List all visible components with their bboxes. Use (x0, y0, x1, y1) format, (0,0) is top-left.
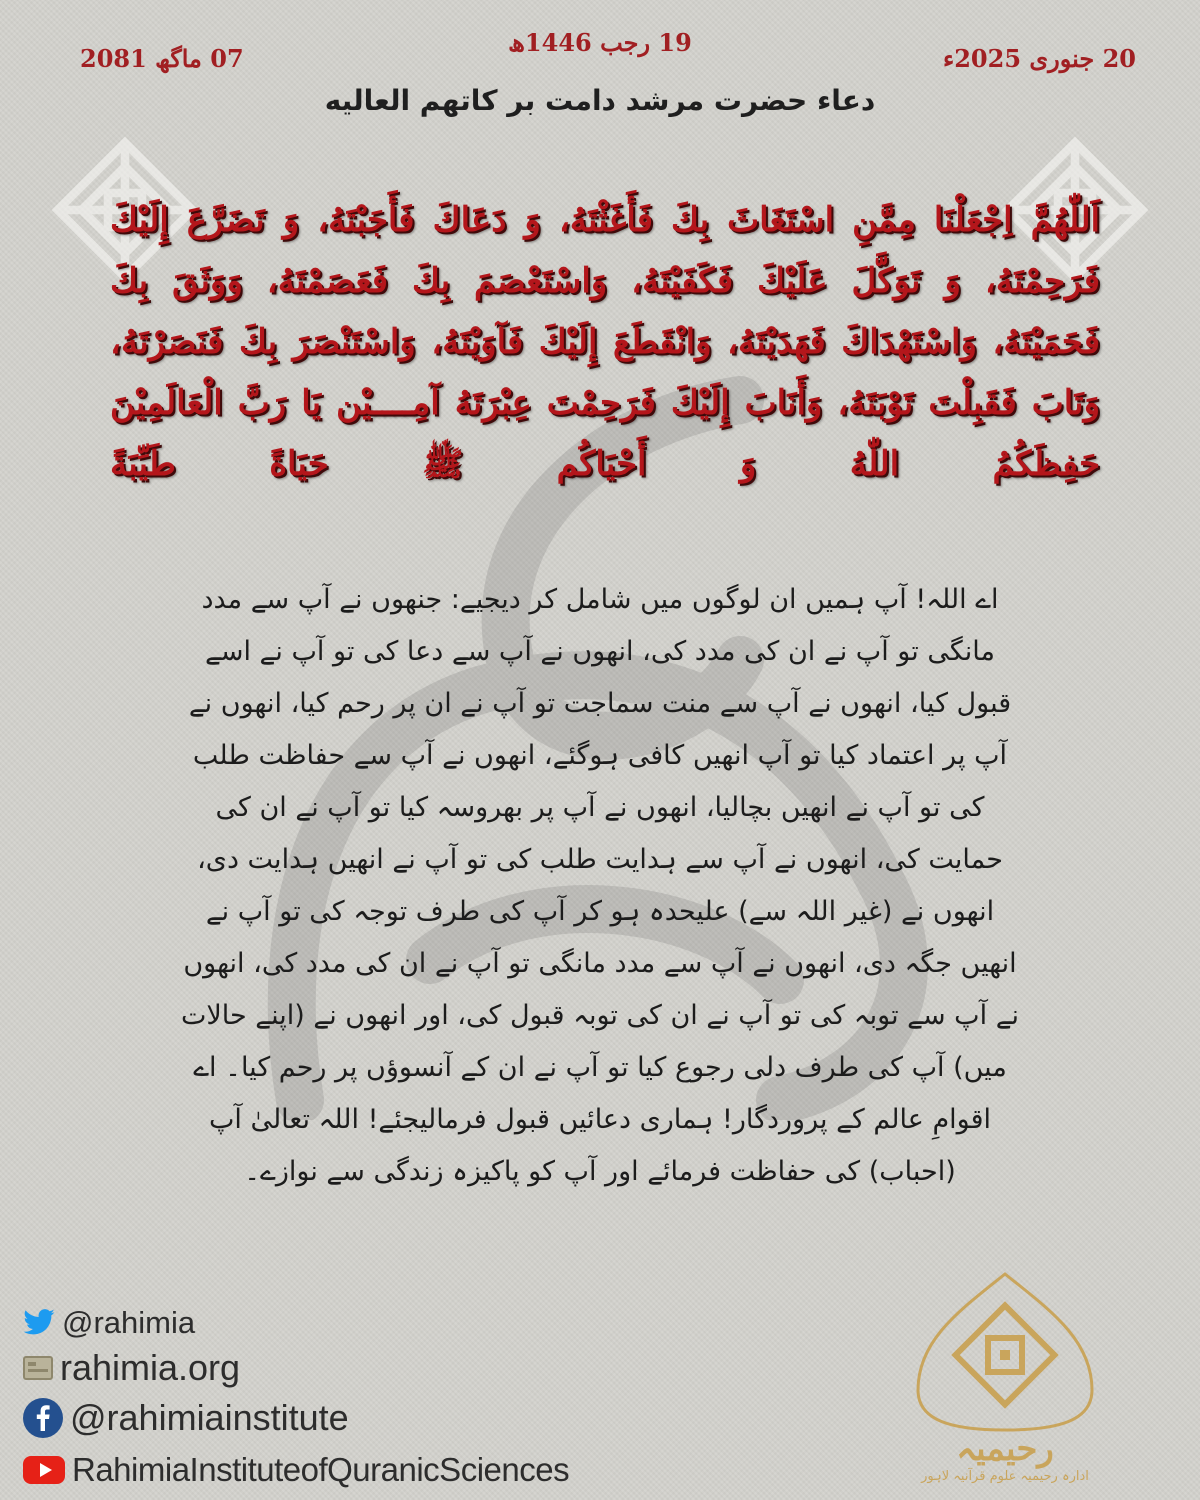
youtube-icon (22, 1454, 66, 1486)
website-url: rahimia.org (60, 1347, 241, 1388)
page-title: دعاء حضرت مرشد دامت بر کاتهم العالیه (324, 84, 876, 117)
web-icon (22, 1354, 54, 1382)
urdu-translation-text: اے اللہ! آپ ہمیں ان لوگوں میں شامل کر دیجیے: جنھوں نے آپ سے مدد مانگی تو آپ نے ان کی مدد کی، انھوں نے آپ سے دعا کی تو آپ نے اسے قبول کیا، انھوں نے آپ سے منت سماجت تو آپ نے ان پر رحم کیا، انھوں نے آپ پر اعتماد کیا تو آپ انھیں کافی ہوگئے، انھوں نے آپ سے حفاظت طلب کی تو آپ نے انھیں بچالیا، انھوں نے آپ پر بھروسہ کیا تو آپ نے ان کی حمایت کی، انھوں نے آپ سے ہدایت طلب کی تو آپ نے انھیں ہدایت دی، انھوں نے (غیر اللہ سے) علیحدہ ہو کر آپ کی طرف توجہ کی تو آپ نے انھیں جگہ دی، انھوں نے آپ سے مدد مانگی تو آپ نے ان کی مدد کی، انھوں نے آپ سے توبہ کی تو آپ نے ان کی توبہ قبول کی، اور انھوں نے (اپنے حالات میں) آپ کی طرف دلی رجوع کیا تو آپ نے ان کے آنسوؤں پر رحم کیا۔ اے اقوامِ عالم کے پروردگار! ہماری دعائیں قبول فرمالیجئے! اللہ تعالیٰ آپ (احباب) کی حفاظت فرمائے اور آپ کو پاکیزہ زندگی سے نوازے۔ (180, 584, 1020, 1187)
website-link[interactable] (22, 1347, 240, 1389)
facebook-link[interactable] (22, 1397, 349, 1439)
logo-subtitle: ادارہ رحیمیہ علوم قرآنیہ لاہور (921, 1469, 1089, 1484)
youtube-channel: RahimiaInstituteofQuranicSciences (72, 1451, 570, 1488)
facebook-icon (22, 1397, 64, 1439)
bikrami-date: 07 ماگھ 2081 (80, 44, 244, 73)
gregorian-date: 20 جنوری 2025ء (942, 44, 1136, 73)
logo-name: رحیمیہ (956, 1429, 1054, 1469)
hijri-date: 19 رجب 1446ھ (508, 28, 692, 57)
twitter-link[interactable] (22, 1305, 195, 1341)
facebook-handle: @rahimiainstitute (70, 1397, 349, 1438)
youtube-link[interactable] (22, 1451, 569, 1489)
arabic-dua-text: اَللّٰهُمَّ اِجْعَلْنَا مِمَّنِ اسْتَغَاثَ بِكَ فَأَغَثْتَهُ، وَ دَعَاكَ فَأَجَبْتَهُ، وَ تَضَرَّعَ إِلَيْكَ فَرَحِمْتَهُ، وَ تَوَكَّلَ عَلَيْكَ فَكَفَيْتَهُ، وَاسْتَعْصَمَ بِكَ فَعَصَمْتَهُ، وَوَثَقَ بِكَ فَحَمَيْتَهُ، وَاسْتَهْدَاكَ فَهَدَيْتَهُ، وَانْقَطَعَ إِلَيْكَ فَآوَيْتَهُ، وَاسْتَنْصَرَ بِكَ فَنَصَرْتَهُ، وَتَابَ فَقَبِلْتَ تَوْبَتَهُ، وَأَنَابَ إِلَيْكَ فَرَحِمْتَ عِبْرَتَهُ آمِــــيْن يَا رَبَّ الْعَالَمِيْنَ حَفِظَكُمُ اللّٰهُ وَ أَحْيَاكُم ﷺ حَيَاةً طَيِّبَةً (110, 200, 1100, 484)
twitter-handle: @rahimia (62, 1305, 196, 1340)
twitter-icon (22, 1308, 56, 1338)
rahimia-logo (900, 1270, 1110, 1485)
